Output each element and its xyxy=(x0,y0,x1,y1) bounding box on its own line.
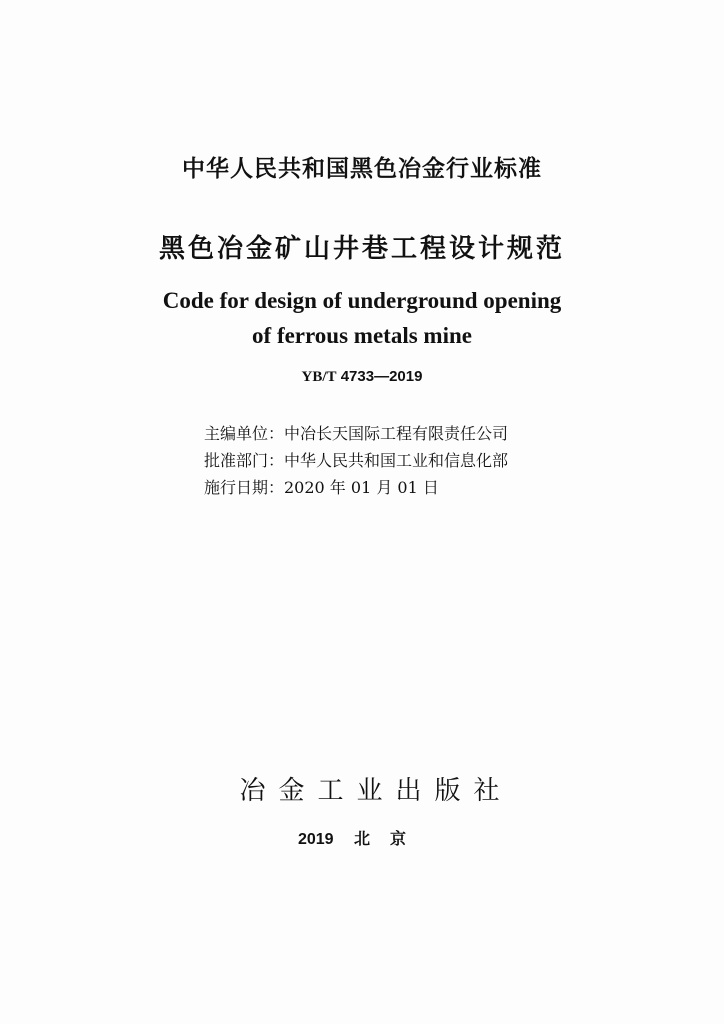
publication-year: 2019 xyxy=(297,831,334,848)
document-title-chinese: 黑色冶金矿山井巷工程设计规范 xyxy=(158,234,565,264)
standard-code-prefix: YB/T xyxy=(301,369,337,385)
english-title-line-1: Code for design of underground opening xyxy=(162,288,562,313)
effective-date: 施行日期：2020 年 01 月 01 日 xyxy=(204,478,439,497)
editor-unit: 主编单位：中冶长天国际工程有限责任公司 xyxy=(204,424,509,443)
document-info-block xyxy=(204,420,508,501)
publisher-name: 冶金工业出版社 xyxy=(239,776,513,806)
english-title-line-2: of ferrous metals mine xyxy=(252,323,472,348)
standard-code-number: 4733—2019 xyxy=(340,368,423,385)
approving-department: 批准部门：中华人民共和国工业和信息化部 xyxy=(204,451,509,470)
standard-series-title: 中华人民共和国黑色冶金行业标准 xyxy=(182,156,542,182)
standard-code xyxy=(0,368,724,386)
document-title-english xyxy=(0,283,724,353)
publication-city: 北京 xyxy=(354,829,427,848)
publication-year-place xyxy=(0,826,724,849)
